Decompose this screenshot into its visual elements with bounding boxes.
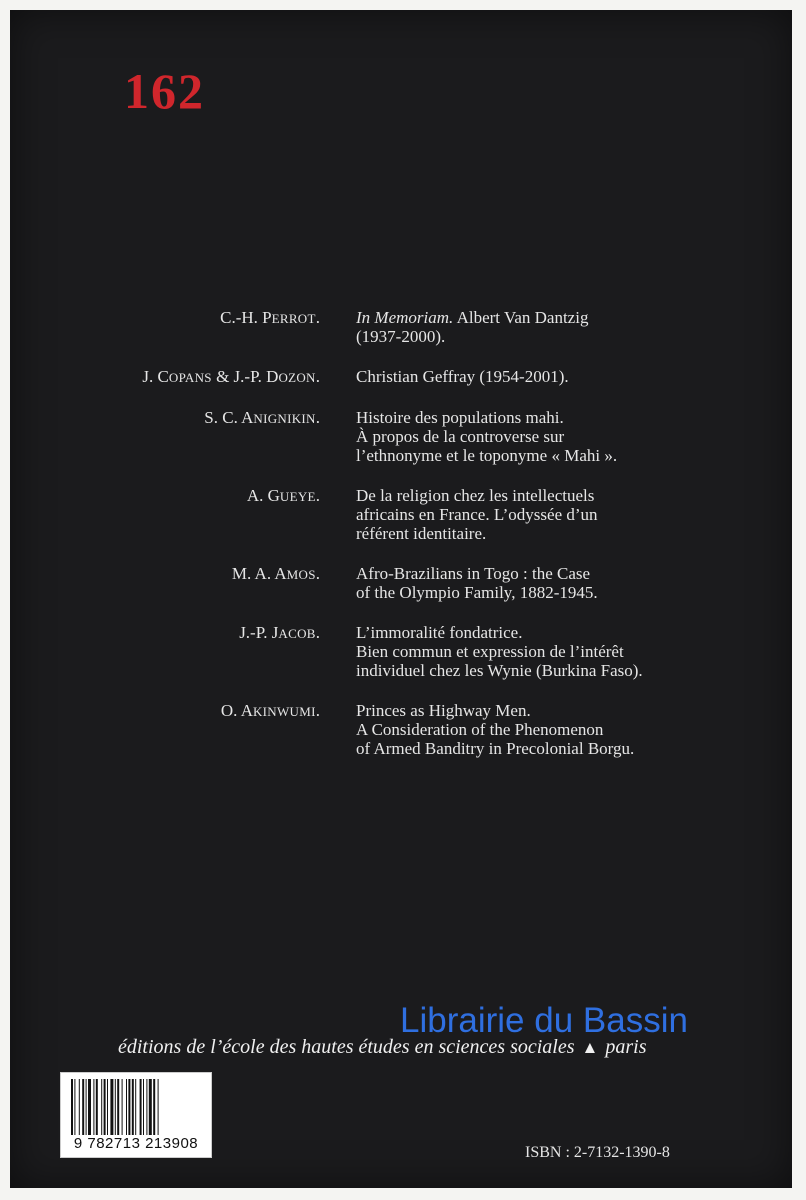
toc-entry <box>10 701 792 758</box>
article-title: De la religion chez les intellectuels africains en France. L’odyssée d’un référent identitaire. <box>356 486 598 543</box>
toc-entry <box>10 367 792 387</box>
article-title: In Memoriam. Albert Van Dantzig (1937-2000). <box>356 308 589 346</box>
barcode-digits: 9 782713 213908 <box>73 1135 199 1152</box>
author-name: J.-P. JACOB. <box>239 623 320 642</box>
toc-entry <box>10 564 792 602</box>
barcode-bars <box>71 1079 201 1135</box>
article-title: Princes as Highway Men. A Consideration of the Phenomenon of Armed Banditry in Precolonial Borgu. <box>356 701 635 758</box>
barcode <box>60 1072 212 1158</box>
back-cover <box>10 10 792 1188</box>
issue-number: 162 <box>124 63 205 119</box>
isbn-number: ISBN : 2-7132-1390-8 <box>525 1144 670 1161</box>
toc-entry <box>10 486 792 543</box>
article-title: Christian Geffray (1954-2001). <box>356 367 569 386</box>
publisher-line: éditions de l’école des hautes études en sciences sociales ▲ paris <box>118 1036 647 1058</box>
author-name: S. C. ANIGNIKIN. <box>204 408 320 427</box>
toc-entry <box>10 308 792 346</box>
author-name: O. AKINWUMI. <box>220 701 320 720</box>
author-name: C.-H. PERROT. <box>220 308 320 327</box>
triangle-icon: ▲ <box>581 1038 599 1057</box>
toc-entry <box>10 623 792 680</box>
article-title: Afro-Brazilians in Togo : the Case of the Olympio Family, 1882-1945. <box>356 564 598 602</box>
article-title: L’immoralité fondatrice. Bien commun et expression de l’intérêt individuel chez les Wynie (Burkina Faso). <box>356 623 643 680</box>
author-name: M. A. AMOS. <box>231 564 320 583</box>
author-name: A. GUEYE. <box>246 486 320 505</box>
toc-entry <box>10 408 792 465</box>
author-name: J. COPANS & J.-P. DOZON. <box>142 367 320 386</box>
table-of-contents <box>10 308 792 779</box>
article-title: Histoire des populations mahi. À propos de la controverse sur l’ethnonyme et le toponyme « Mahi ». <box>356 408 618 465</box>
seller-watermark: Librairie du Bassin <box>400 1001 688 1040</box>
